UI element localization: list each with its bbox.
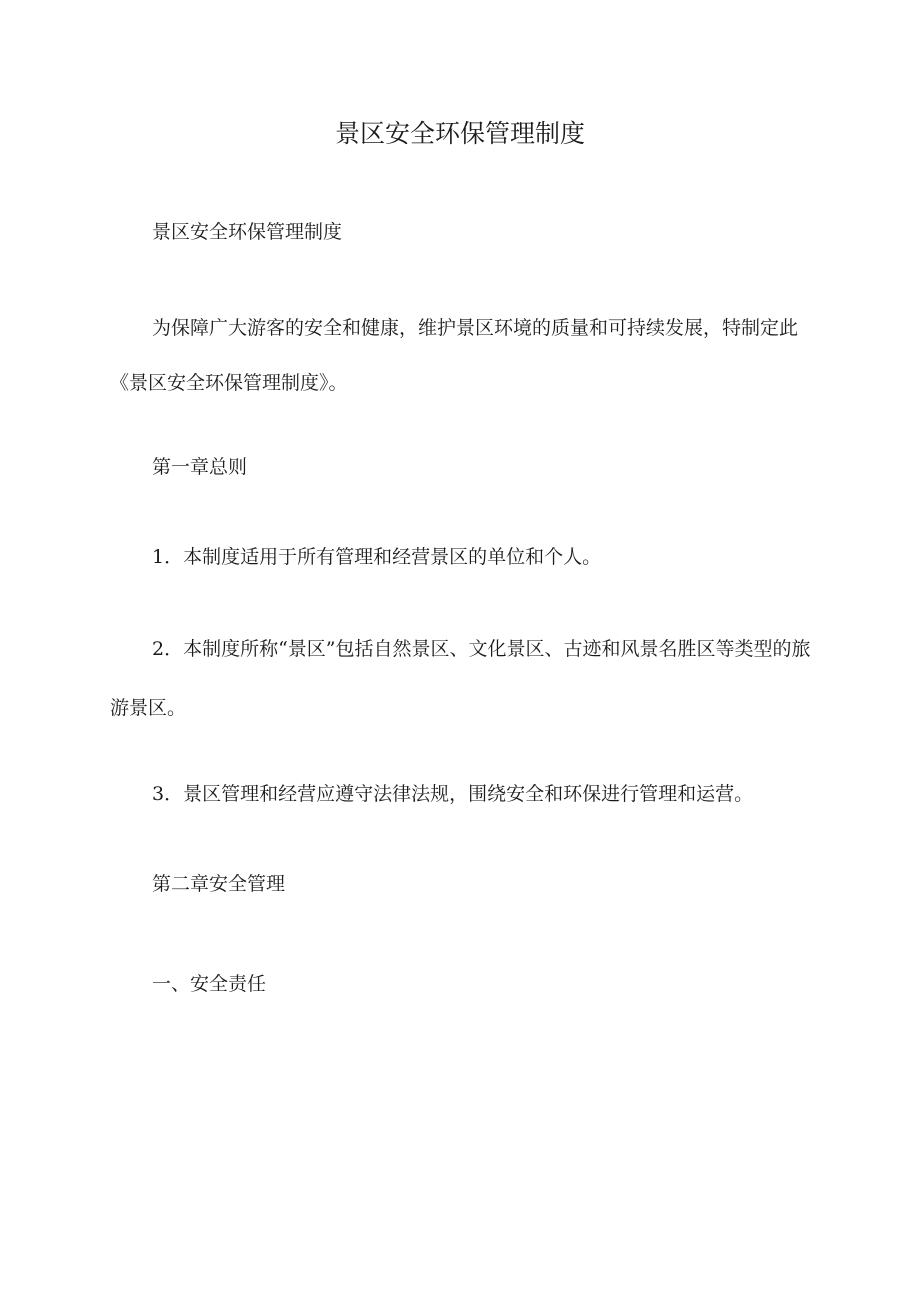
chapter-heading-general: 第一章总则: [152, 456, 248, 478]
paragraph-intro: 为保障广大游客的安全和健康，维护景区环境的质量和可持续发展，特制定此《景区安全环保管理制度》。: [110, 317, 799, 394]
chapter-heading-safety: 第二章安全管理: [152, 873, 286, 895]
paragraph-item-3: 3．景区管理和经营应遵守法律法规，围绕安全和环保进行管理和运营。: [152, 783, 754, 805]
paragraph-subtitle: 景区安全环保管理制度: [152, 221, 343, 243]
paragraph-item-2: 2．本制度所称“景区”包括自然景区、文化景区、古迹和风景名胜区等类型的旅游景区。: [110, 638, 811, 719]
paragraph-item-1: 1．本制度适用于所有管理和经营景区的单位和个人。: [152, 546, 602, 568]
document-title: 景区安全环保管理制度: [334, 119, 585, 148]
section-heading-responsibility: 一、安全责任: [152, 973, 267, 995]
